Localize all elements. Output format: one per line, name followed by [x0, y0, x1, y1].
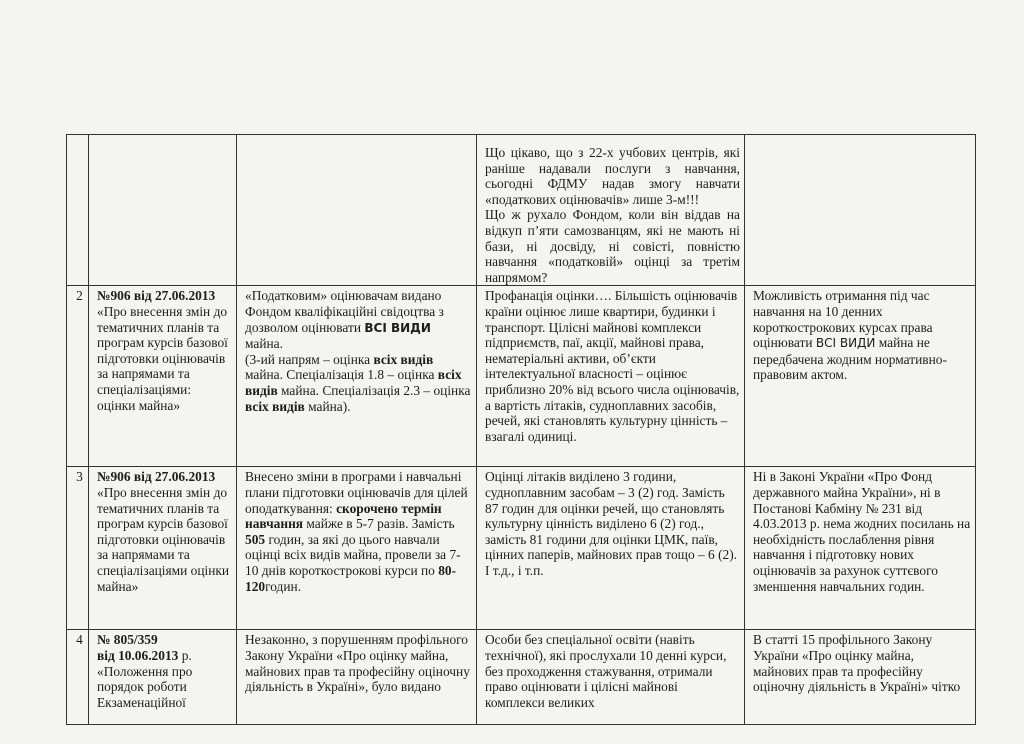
emphasis-text: ВСІ ВИДИ	[364, 320, 431, 335]
emphasis-text: 505	[245, 531, 266, 547]
document-title: «Про внесення змін до тематичних планів та програм курсів базової підготовки оцінювачів за напрямами та спеціалізаціями оцінки майна»	[97, 484, 230, 594]
consequence-paragraph: Що ж рухало Фондом, коли він віддав на відкуп п’яти самозванцям, які не мають ні бази, ні досвіду, ні совісті, повністю навчання «податковій» оцінці за третім напрямом?	[485, 207, 740, 285]
row-number: 2	[67, 286, 89, 467]
text-run: майже в 5-7 разів. Замість	[303, 516, 455, 532]
description-paragraph	[245, 352, 472, 414]
row-number	[67, 135, 89, 286]
text-run: годин, за які до цього навчали оцінці всіх видів майна, провели за 7-10 днів короткострокові курси по	[245, 531, 461, 578]
document-ref-cell	[89, 135, 237, 286]
document-ref-cell	[89, 286, 237, 467]
consequence-cell: Оцінці літаків виділено 3 години, судноплавним засобам – 3 (2) год. Замість 87 годин для оцінки речей, що становлять культурну цінність виділено 6 (2) год., замість 81 години для оцінки ЦМК, паїв, цінних паперів, майнових прав тощо – 6 (2). І т.д., і т.п.	[477, 467, 745, 630]
document-title: «Положення про порядок роботи Екзаменаційної	[97, 663, 193, 710]
emphasis-text: всіх видів	[245, 367, 462, 398]
text-run: майна.	[245, 336, 283, 352]
description-cell: Незаконно, з порушенням профільного Закону України «Про оцінку майна, майнових прав та професійну оціночну діяльність в Україні», було видано	[237, 630, 477, 725]
emphasis-text: всіх видів	[245, 398, 305, 414]
document-ref-cell	[89, 467, 237, 630]
legal-note-cell: В статті 15 профільного Закону України «Про оцінку майна, майнових прав та професійну оціночну діяльність в Україні» чітко	[745, 630, 976, 725]
table-row	[67, 467, 976, 630]
text-run: майна. Спеціалізація 1.8 – оцінка	[245, 367, 438, 383]
row-number: 3	[67, 467, 89, 630]
legal-note-cell	[745, 135, 976, 286]
consequence-paragraph: Що цікаво, що з 22-х учбових центрів, які раніше надавали послуги з навчання, сьогодні ФДМУ надав змогу навчати «податкових оцінювачів» лише 3-м!!!	[485, 145, 740, 207]
legal-note-cell: Ні в Законі України «Про Фонд державного майна України», ні в Постанові Кабміну № 231 від 4.03.2013 р. нема жодних посилань на необхідність послаблення рівня навчання і підготовку нових оцінювачів за рахунок суттєвого зменшення навчальних годин.	[745, 467, 976, 630]
text-run: «Податковим» оцінювачам видано Фондом кваліфікаційні свідоцтва з дозволом оцінювати	[245, 288, 444, 335]
description-cell	[237, 135, 477, 286]
consequence-cell	[477, 135, 745, 286]
emphasis-text: 80-120	[245, 562, 457, 594]
table-row	[67, 286, 976, 467]
legal-note-cell	[745, 286, 976, 467]
consequence-cell: Особи без спеціальної освіти (навіть технічної), які прослухали 10 денні курси, без проходження стажування, отримали право оцінювати і цілісні майнові комплекси великих	[477, 630, 745, 725]
text-run: р.	[178, 647, 192, 663]
document-ref: №906 від 27.06.2013	[97, 469, 216, 485]
text-run: Внесено зміни в програми і навчальні плани підготовки оцінювачів для цілей оподаткування:	[245, 469, 468, 516]
text-run: годин.	[265, 578, 302, 594]
consequence-cell: Профанація оцінки…. Більшість оцінювачів країни оцінює лише квартири, будинки і транспорт. Цілісні майнові комплекси підприємств, паї, акції, майнові права, нематеріальні активи, об’єкти інтелектуальної власності – оцінює приблизно 20% від всього числа оцінювачів, а вартість літаків, судноплавних засобів, речей, які становлять культурну цінність – взагалі одиниці.	[477, 286, 745, 467]
emphasis-text: скорочено термін навчання	[245, 500, 442, 532]
text-run: майна).	[304, 398, 351, 414]
document-table	[66, 134, 976, 725]
table-row	[67, 630, 976, 725]
document-ref-cell	[89, 630, 237, 725]
table-row	[67, 135, 976, 286]
emphasis-text: ВСІ ВИДИ	[815, 336, 876, 351]
description-paragraph	[245, 288, 472, 351]
emphasis-text: всіх видів	[373, 351, 434, 367]
text-run: (3-ий напрям – оцінка	[245, 351, 374, 367]
text-run: майна. Спеціалізація 2.3 – оцінка	[277, 382, 471, 398]
document-ref-date: від 10.06.2013	[97, 647, 179, 663]
description-cell	[237, 286, 477, 467]
description-cell	[237, 467, 477, 630]
text-run: Можливість отримання під час навчання на 10 денних короткострокових курсах права оцінювати	[753, 288, 933, 351]
document-title: «Про внесення змін до тематичних планів та програм курсів базової підготовки оцінювачів за напрямами та спеціалізаціями: оцінки майна»	[97, 303, 228, 413]
row-number: 4	[67, 630, 89, 725]
document-ref: №906 від 27.06.2013	[97, 288, 216, 304]
document-ref: № 805/359	[97, 632, 158, 648]
text-run: майна не передбачена жодним нормативно-правовим актом.	[753, 335, 947, 383]
